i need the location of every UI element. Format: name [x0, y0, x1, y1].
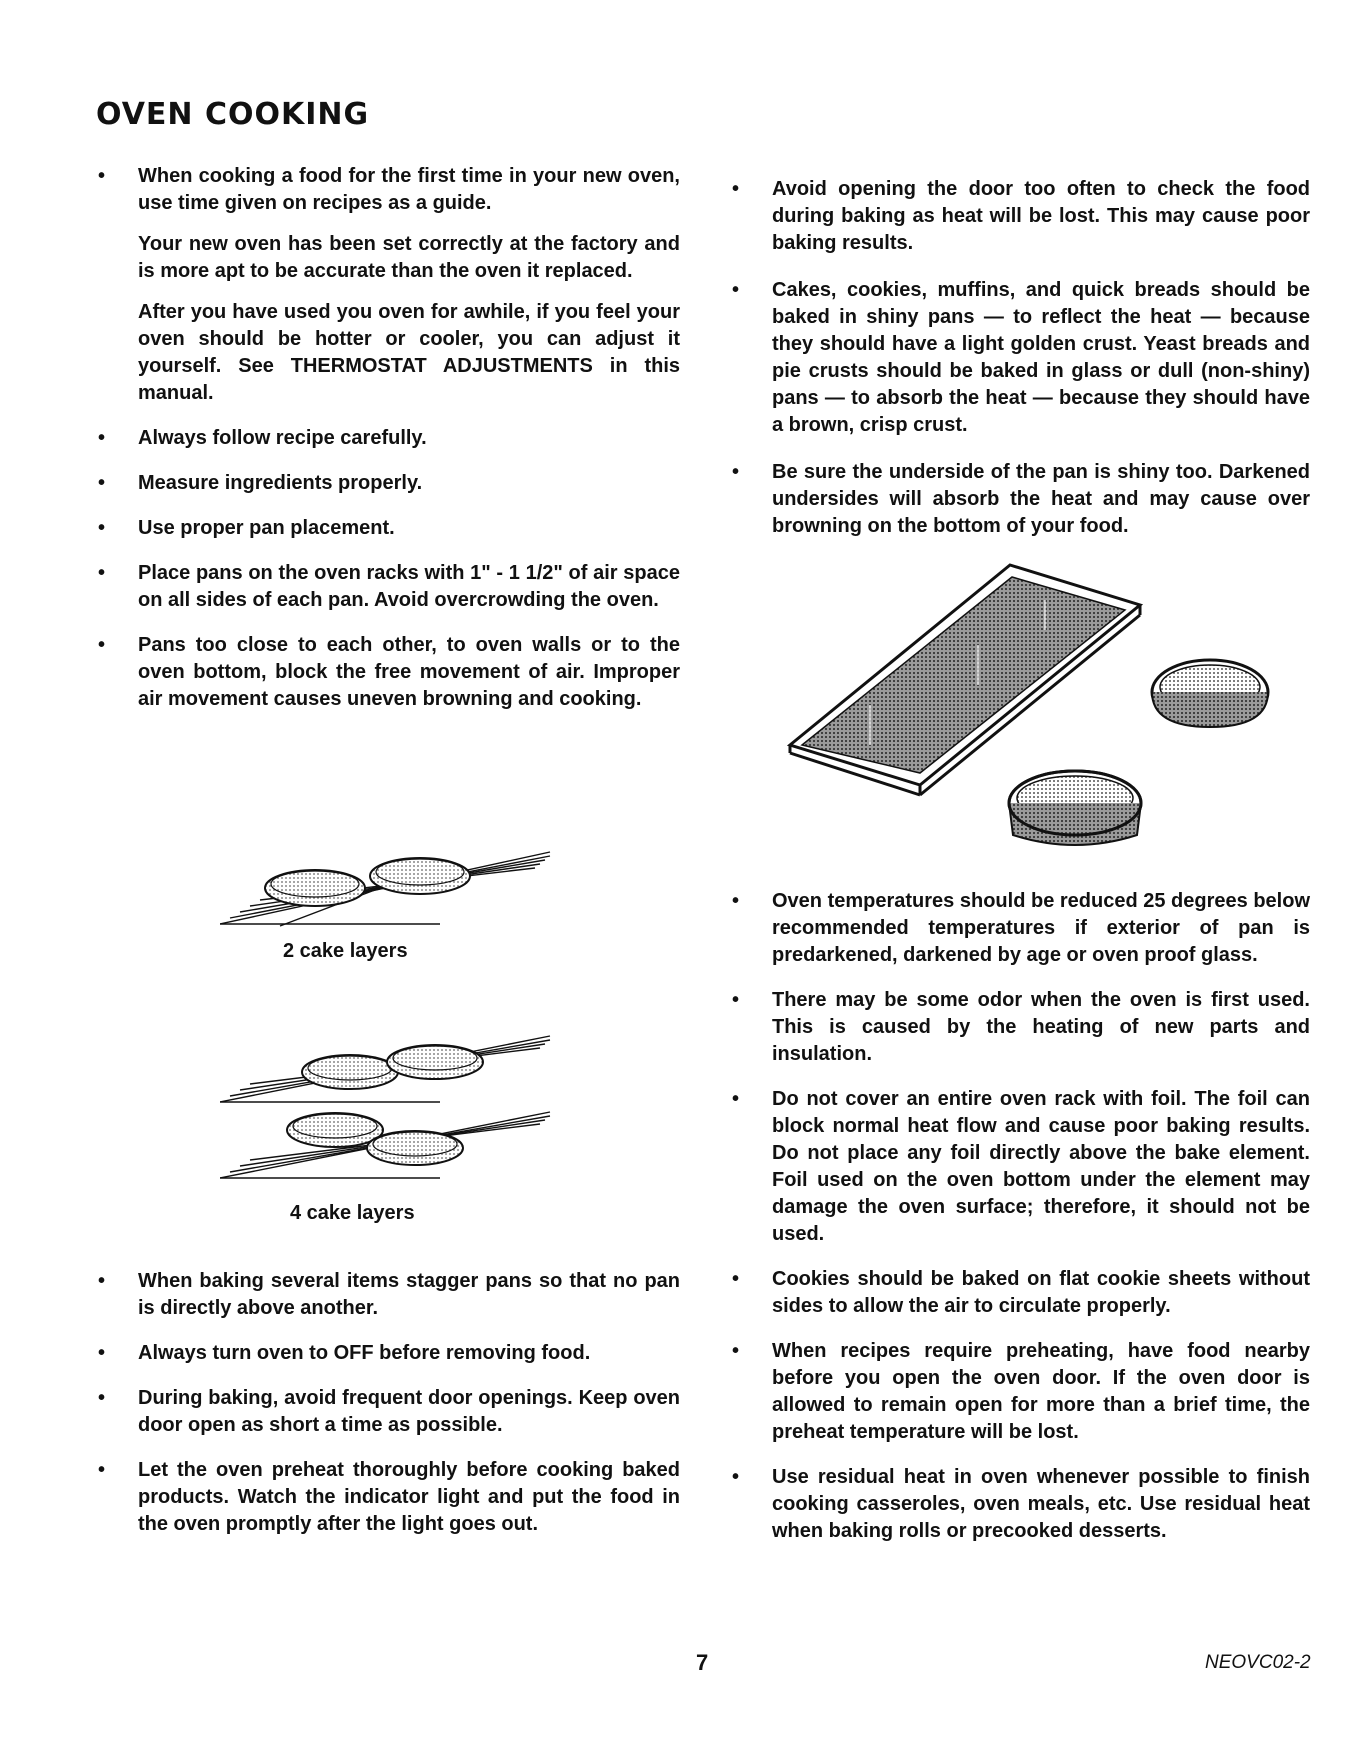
bullet: •: [732, 178, 740, 200]
bullet: •: [98, 562, 106, 584]
item-text: When baking several items stagger pans so that no pan is directly above another.: [138, 1270, 680, 1319]
item-text: When recipes require preheating, have food nearby before you open the oven door. If the oven door is allowed to remain open for more than a brief time, the preheat temperature will be lost.: [772, 1340, 1310, 1443]
bullet: •: [732, 461, 740, 483]
bullet: •: [732, 279, 740, 301]
item-text: Pans too close to each other, to oven walls or to the oven bottom, block the free movement of air. Improper air movement causes uneven browning and cooking.: [138, 634, 680, 710]
list-item: [732, 1338, 1310, 1446]
left-column-top: [98, 163, 680, 713]
document-code: NEOVC02-2: [1205, 1652, 1311, 1673]
bullet: •: [98, 472, 106, 494]
caption-two-layers: 2 cake layers: [283, 940, 408, 962]
item-text: Place pans on the oven racks with 1" - 1 1/2" of air space on all sides of each pan. Avoid overcrowding the oven.: [138, 562, 680, 611]
item-text: Avoid opening the door too often to check the food during baking as heat will be lost. This may cause poor baking results.: [772, 178, 1310, 254]
bullet: •: [98, 1270, 106, 1292]
list-item: [732, 1464, 1310, 1545]
item-text: Use proper pan placement.: [138, 517, 395, 539]
list-item: [732, 277, 1310, 439]
four-cake-layers-figure: [220, 1032, 560, 1182]
list-item: [98, 163, 680, 217]
list-item: [732, 1266, 1310, 1320]
list-item-continuation: [98, 231, 680, 285]
bullet: •: [732, 1268, 740, 1290]
item-text: After you have used you oven for awhile, if you feel your oven should be hotter or cooler, you can adjust it yourself. See THERMOSTAT ADJUSTMENTS in this manual.: [138, 301, 680, 404]
list-item: [98, 425, 680, 452]
right-column-top: [732, 176, 1310, 540]
list-item: [98, 1268, 680, 1322]
bullet: •: [98, 1387, 106, 1409]
list-item: [732, 888, 1310, 969]
bullet: •: [98, 634, 106, 656]
right-column-bottom: [732, 888, 1310, 1545]
bullet: •: [732, 890, 740, 912]
item-text: Use residual heat in oven whenever possible to finish cooking casseroles, oven meals, etc. Use residual heat when baking rolls or precooked desserts.: [772, 1466, 1310, 1542]
two-cake-layers-figure: [220, 848, 560, 928]
item-text: Your new oven has been set correctly at the factory and is more apt to be accurate than the oven it replaced.: [138, 233, 680, 282]
bullet: •: [732, 989, 740, 1011]
list-item-continuation: [98, 299, 680, 407]
item-text: When cooking a food for the first time in your new oven, use time given on recipes as a guide.: [138, 165, 680, 214]
item-text: Oven temperatures should be reduced 25 degrees below recommended temperatures if exterior of pan is predarkened, darkened by age or oven proof glass.: [772, 890, 1310, 966]
left-column-bottom: [98, 1268, 680, 1538]
list-item: [98, 1340, 680, 1367]
bullet: •: [98, 517, 106, 539]
list-item: [98, 560, 680, 614]
item-text: Measure ingredients properly.: [138, 472, 423, 494]
bullet: •: [732, 1340, 740, 1362]
list-item: [98, 1385, 680, 1439]
bullet: •: [732, 1088, 740, 1110]
list-item: [732, 176, 1310, 257]
page-number: 7: [696, 1650, 709, 1675]
caption-four-layers: 4 cake layers: [290, 1202, 415, 1224]
item-text: Cookies should be baked on flat cookie sheets without sides to allow the air to circulate properly.: [772, 1268, 1310, 1317]
list-item: [732, 459, 1310, 540]
bullet: •: [98, 1459, 106, 1481]
page-title: OVEN COOKING: [96, 97, 370, 132]
item-text: Always follow recipe carefully.: [138, 427, 427, 449]
bullet: •: [98, 165, 106, 187]
bullet: •: [98, 1342, 106, 1364]
item-text: There may be some odor when the oven is first used. This is caused by the heating of new parts and insulation.: [772, 989, 1310, 1065]
item-text: Cakes, cookies, muffins, and quick breads should be baked in shiny pans — to reflect the heat — because they should have a light golden crust. Yeast breads and pie crusts should be baked in glass or dull (non-shiny) pans — to absorb the heat — because they should have a brown, crisp crust.: [772, 279, 1310, 436]
list-item: [98, 1457, 680, 1538]
bullet: •: [732, 1466, 740, 1488]
item-text: Always turn oven to OFF before removing food.: [138, 1342, 591, 1364]
item-text: Let the oven preheat thoroughly before cooking baked products. Watch the indicator light and put the food in the oven promptly after the light goes out.: [138, 1459, 680, 1535]
pans-figure: [780, 555, 1300, 865]
item-text: Be sure the underside of the pan is shiny too. Darkened undersides will absorb the heat and may cause over browning on the bottom of your food.: [772, 461, 1310, 537]
list-item: [732, 1086, 1310, 1248]
list-item: [732, 987, 1310, 1068]
item-text: Do not cover an entire oven rack with foil. The foil can block normal heat flow and cause poor baking results. Do not place any foil directly above the bake element. Foil used on the oven bottom under the element may damage the oven surface; therefore, it should not be used.: [772, 1088, 1310, 1245]
list-item: [98, 632, 680, 713]
bullet: •: [98, 427, 106, 449]
item-text: During baking, avoid frequent door openings. Keep oven door open as short a time as possible.: [138, 1387, 680, 1436]
list-item: [98, 470, 680, 497]
list-item: [98, 515, 680, 542]
